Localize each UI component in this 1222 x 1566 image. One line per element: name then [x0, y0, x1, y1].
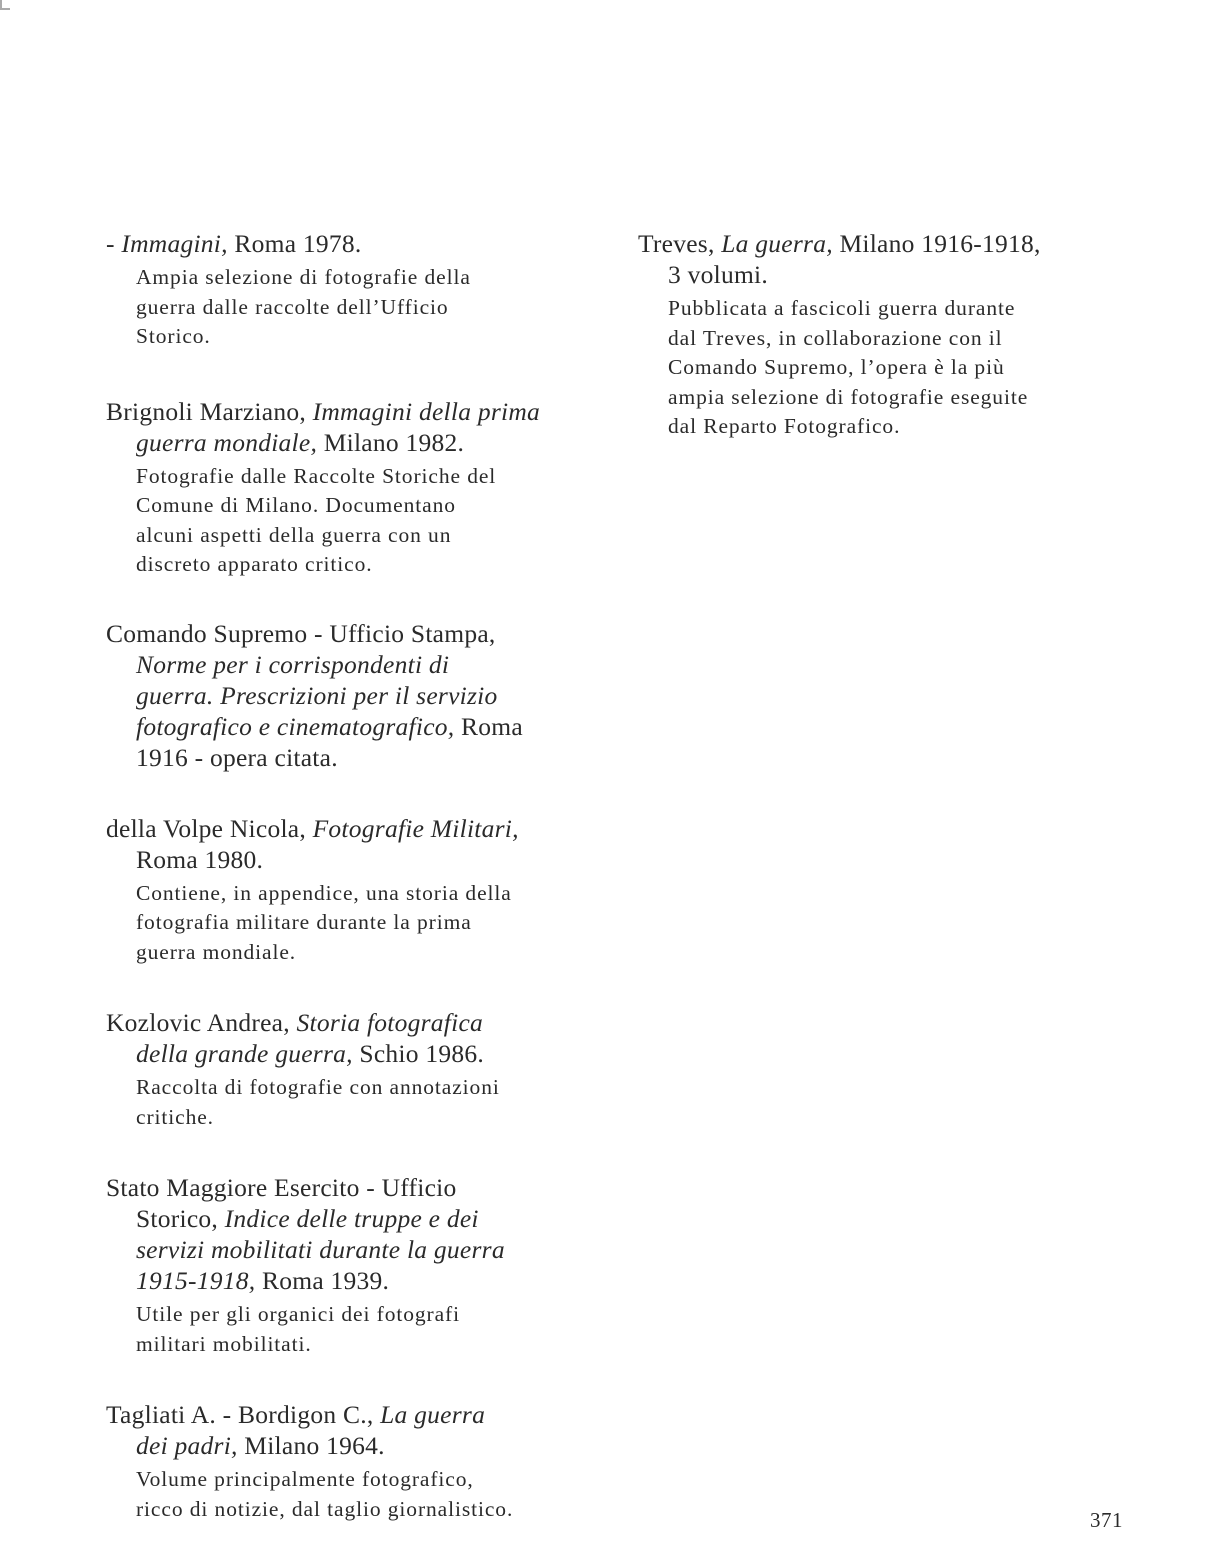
bibliography-column-right	[638, 228, 1138, 477]
scan-corner-mark	[0, 0, 10, 10]
title: La guerra,	[721, 229, 833, 258]
title: Immagini,	[121, 229, 228, 258]
title: La guerra dei padri,	[136, 1400, 486, 1460]
publication: Milano 1982.	[317, 427, 465, 457]
bibliography-entry	[106, 228, 606, 352]
publication: Roma 1916 - opera citata.	[136, 711, 523, 772]
annotation: Ampia selezione di fotografie della guerra dalle raccolte dell’Ufficio Storico.	[136, 265, 471, 348]
citation	[106, 1007, 606, 1069]
citation	[106, 1172, 606, 1296]
bibliography-entry	[106, 1172, 606, 1359]
bibliography-entry	[106, 1399, 606, 1524]
title: Fotografie Militari,	[312, 813, 519, 843]
publication: Milano 1964.	[237, 1431, 385, 1460]
citation	[106, 1399, 606, 1461]
citation	[106, 813, 606, 875]
author: Kozlovic Andrea,	[106, 1008, 297, 1037]
bibliography-entry	[106, 396, 606, 580]
bibliography-entry	[106, 1007, 606, 1132]
citation	[638, 228, 1138, 290]
bibliography-column-left	[106, 228, 606, 1559]
author: Stato Maggiore Esercito - Ufficio Storico,	[106, 1173, 457, 1233]
author: Tagliati A. - Bordigon C.,	[106, 1400, 381, 1429]
annotation: Volume principalmente fotografico, ricco di notizie, dal taglio giornalistico.	[136, 1467, 514, 1521]
title-line: guerra mondiale,	[136, 427, 318, 457]
bibliography-entry	[106, 813, 606, 968]
author: Treves,	[638, 229, 722, 258]
publication: Roma 1939.	[255, 1266, 390, 1295]
annotation: Contiene, in appendice, una storia della fotografia militare durante la prima guerra mondiale.	[136, 880, 512, 964]
publication: Roma 1980.	[136, 844, 264, 874]
publication: Schio 1986.	[352, 1039, 484, 1068]
annotation: Fotografie dalle Raccolte Storiche del Comune di Milano. Documentano alcuni aspetti della guerra con un discreto apparato critico.	[136, 463, 497, 576]
bibliography-entry	[638, 228, 1138, 442]
title: Indice delle truppe e dei servizi mobilitati durante la guerra 1915-1918,	[136, 1204, 505, 1295]
title-line: Immagini della prima	[312, 396, 540, 426]
publication: Milano 1916-1918, 3 volumi.	[668, 229, 1041, 289]
annotation: Pubblicata a fascicoli guerra durante dal Treves, in collaborazione con il Comando Supremo, l’opera è la più ampia selezione di fotografie eseguite dal Reparto Fotografico.	[668, 296, 1029, 438]
author: Brignoli Marziano,	[106, 396, 313, 426]
annotation: Utile per gli organici dei fotografi militari mobilitati.	[136, 1302, 460, 1356]
title: Norme per i corrispondenti di guerra. Prescrizioni per il servizio fotografico e cinematografico,	[136, 649, 498, 741]
citation	[106, 396, 606, 458]
title: Storia fotografica della grande guerra,	[136, 1008, 484, 1068]
page-number: 371	[1090, 1508, 1123, 1532]
author: -	[106, 229, 122, 258]
citation	[106, 618, 606, 773]
publication: Roma 1978.	[227, 229, 362, 258]
author: della Volpe Nicola,	[106, 813, 313, 843]
citation	[106, 228, 606, 259]
author: Comando Supremo - Ufficio Stampa,	[106, 618, 496, 648]
bibliography-entry	[106, 618, 606, 773]
annotation: Raccolta di fotografie con annotazioni critiche.	[136, 1075, 500, 1129]
